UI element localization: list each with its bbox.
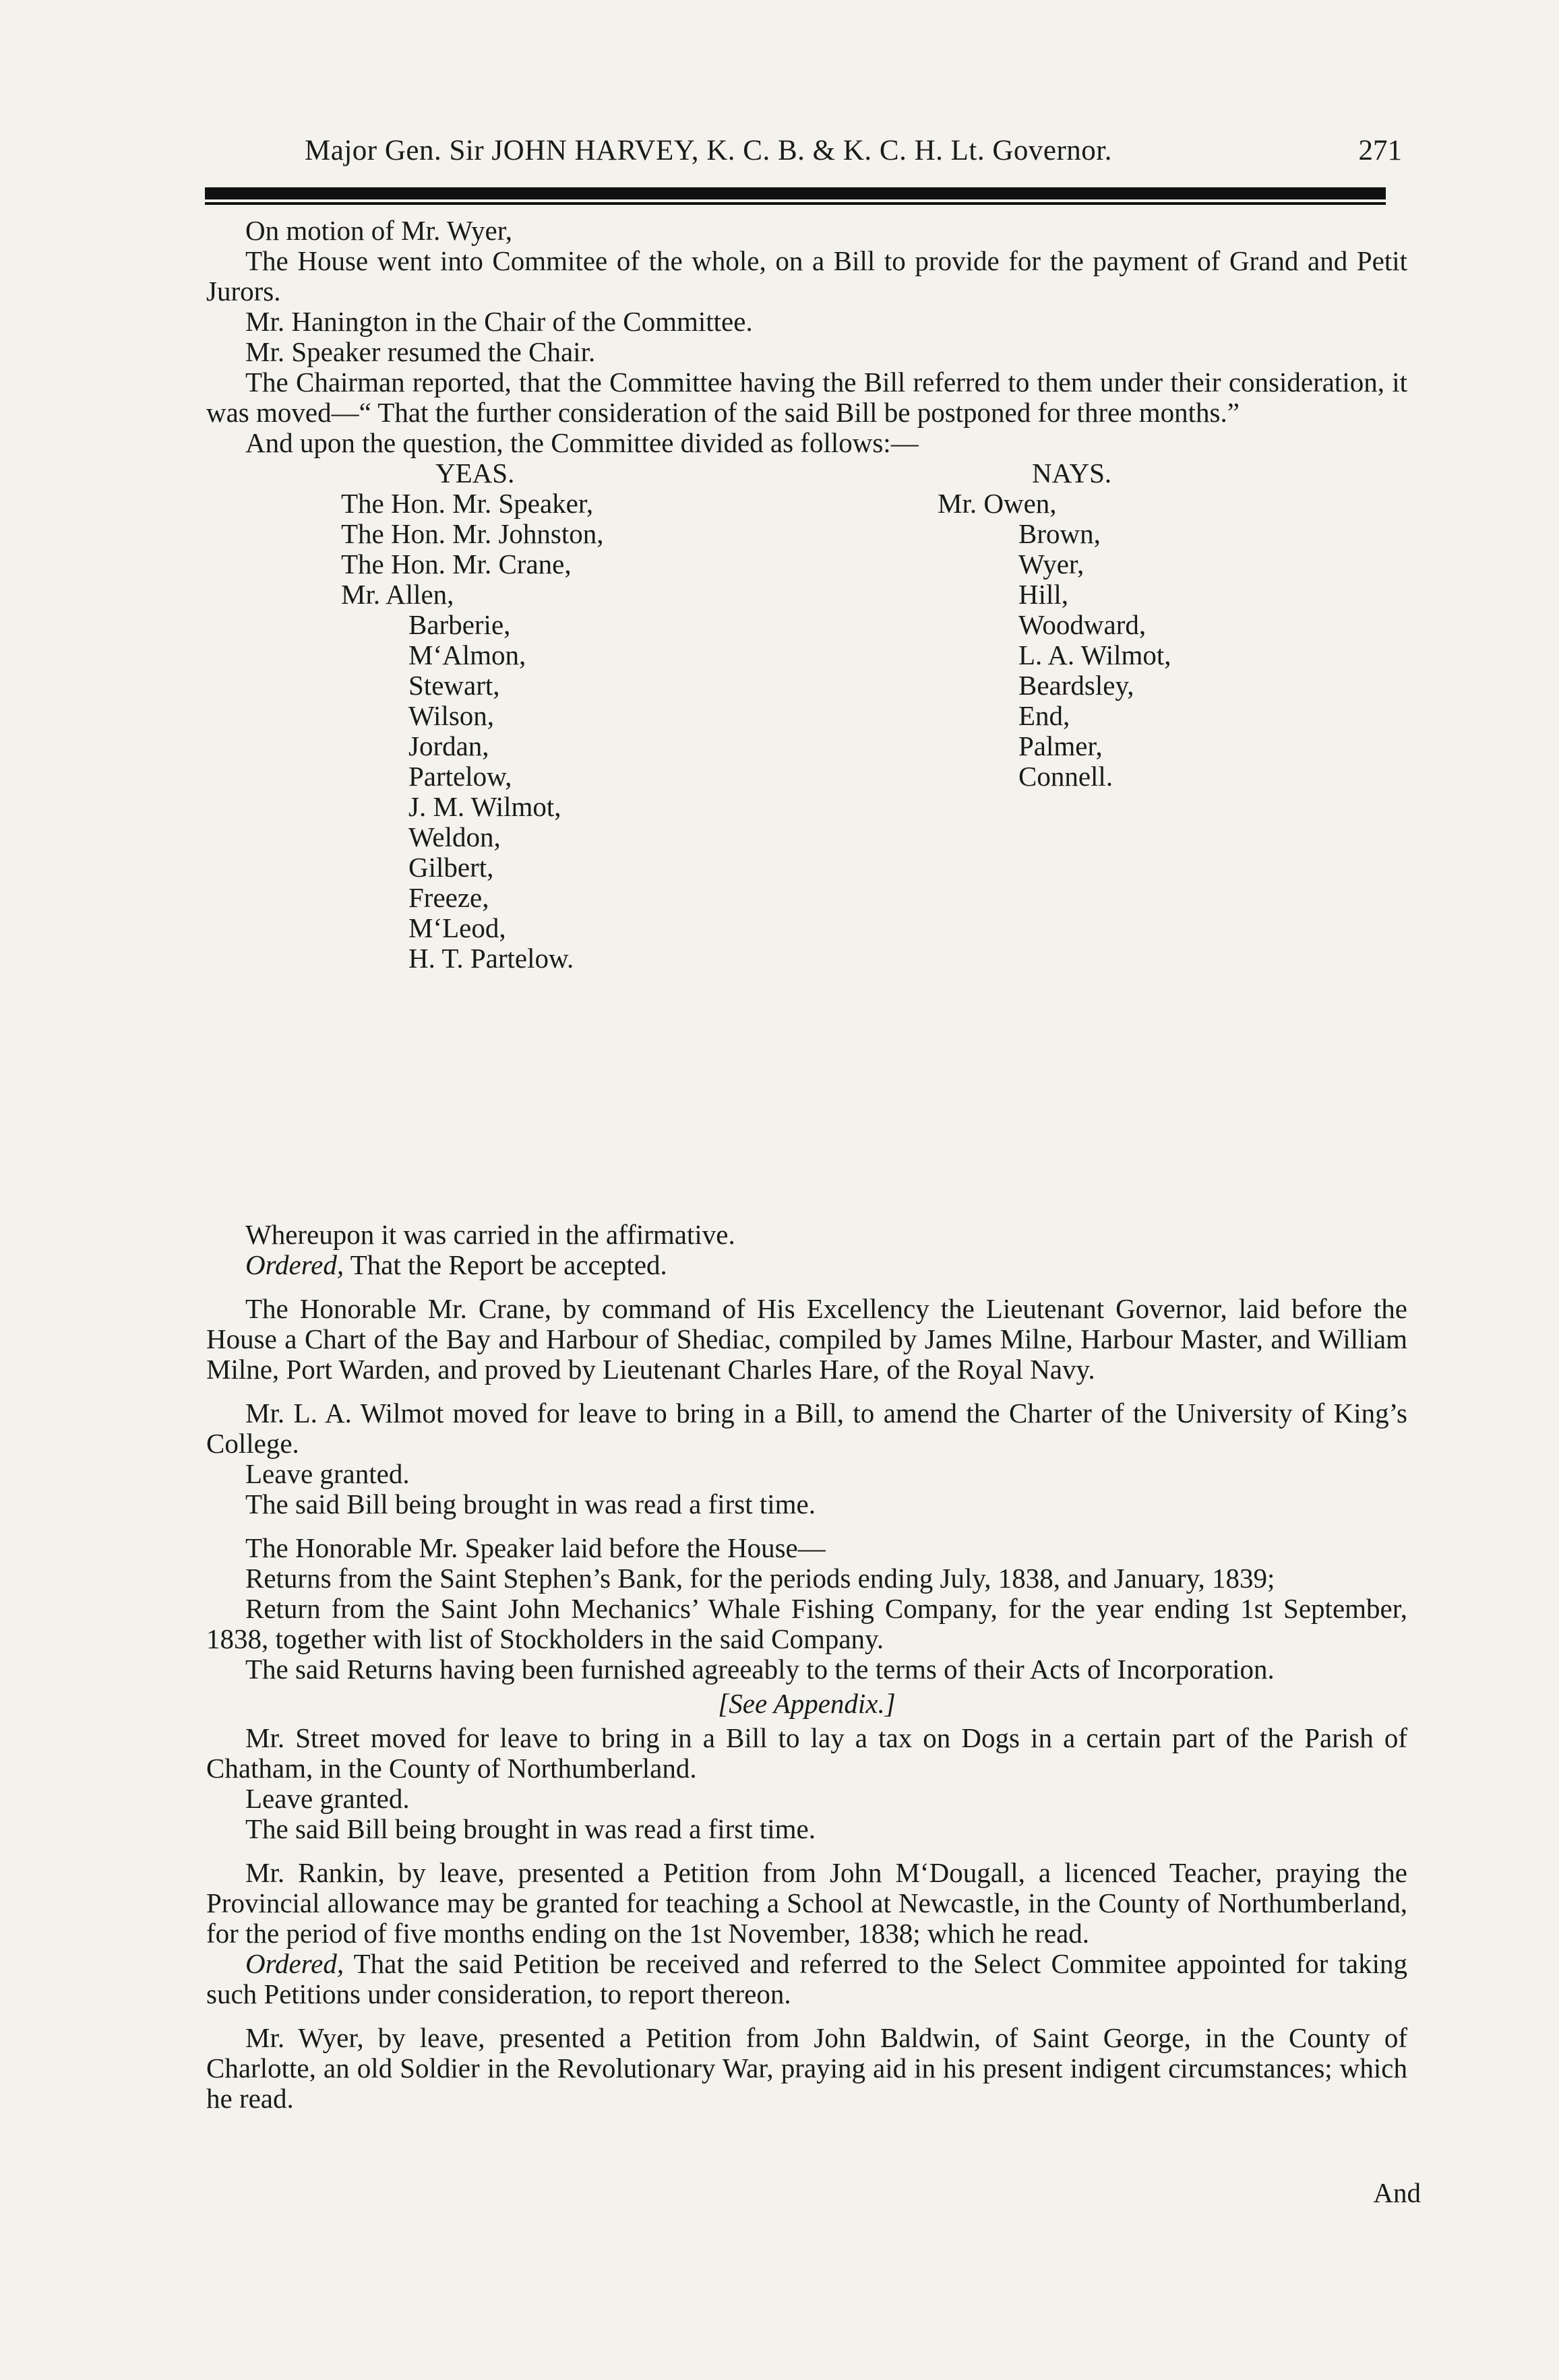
bank-returns: Returns from the Saint Stephen’s Bank, for the periods ending July, 1838, and January, 1839; <box>245 1563 1275 1594</box>
yea-member: Stewart, <box>408 670 500 701</box>
yea-member: Wilson, <box>408 700 495 731</box>
speaker-returns-intro: The Honorable Mr. Speaker laid before the House— <box>245 1532 826 1563</box>
speaker-resumed-line: Mr. Speaker resumed the Chair. <box>245 336 596 367</box>
nays-column <box>938 458 1171 792</box>
result-line: Whereupon it was carried in the affirmative. <box>245 1219 735 1250</box>
yea-member: The Hon. Mr. Speaker, <box>341 488 594 519</box>
yea-member: M‘Leod, <box>408 912 506 943</box>
division-list <box>206 458 1407 1220</box>
motion-line: On motion of Mr. Wyer, <box>245 215 512 246</box>
nay-member: L. A. Wilmot, <box>1018 639 1171 670</box>
yea-member: The Hon. Mr. Crane, <box>341 549 572 580</box>
nay-member: Palmer, <box>1018 730 1103 761</box>
yea-member: Barberie, <box>408 609 511 640</box>
ordered-word: Ordered, <box>245 1249 344 1280</box>
rankin-petition: Mr. Rankin, by leave, presented a Petition from John M‘Dougall, a licenced Teacher, praying the Provincial allowance may be granted for teaching a School at Newcastle, in the County of Northumberland, for the period of five months ending on the 1st November, 1838; which he read. <box>206 1857 1407 1949</box>
ordered-text: That the Report be accepted. <box>344 1249 667 1280</box>
yea-member: Partelow, <box>408 761 512 792</box>
wilmot-read-line: The said Bill being brought in was read a first time. <box>245 1489 816 1520</box>
nay-member: Mr. Owen, <box>938 488 1057 519</box>
appendix-reference: [See Appendix.] <box>718 1688 896 1719</box>
nays-heading: NAYS. <box>1032 458 1112 489</box>
division-intro: And upon the question, the Committee divided as follows:— <box>245 427 919 458</box>
yea-member: Weldon, <box>408 821 501 852</box>
yeas-heading: YEAS. <box>435 458 515 489</box>
wilmot-bill-motion: Mr. L. A. Wilmot moved for leave to bring in a Bill, to amend the Charter of the University of King’s College. <box>206 1398 1407 1459</box>
wilmot-leave-line: Leave granted. <box>245 1458 410 1489</box>
returns-furnished: The said Returns having been furnished agreeably to the terms of their Acts of Incorporation. <box>245 1654 1275 1685</box>
yea-member: Mr. Allen, <box>341 579 454 610</box>
nay-member: Connell. <box>1018 761 1113 792</box>
journal-body <box>206 216 1407 2114</box>
header-title: Major Gen. Sir JOHN HARVEY, K. C. B. & K. C. H. Lt. Governor. <box>305 135 1112 166</box>
nay-member: Beardsley, <box>1018 670 1134 701</box>
committee-paragraph: The House went into Commitee of the whole, on a Bill to provide for the payment of Grand and Petit Jurors. <box>206 245 1407 307</box>
yea-member: H. T. Partelow. <box>408 943 574 974</box>
street-bill-motion: Mr. Street moved for leave to bring in a Bill to lay a tax on Dogs in a certain part of the Parish of Chatham, in the County of Northumberland. <box>206 1722 1407 1784</box>
header-rule-thin <box>205 202 1386 205</box>
chairman-report-paragraph: The Chairman reported, that the Committee having the Bill referred to them under their consideration, it was moved—“ That the further consideration of the said Bill be postponed for three months.” <box>206 367 1407 428</box>
catchword: And <box>1373 2177 1421 2208</box>
yea-member: J. M. Wilmot, <box>408 791 561 822</box>
header-rule-thick <box>205 187 1386 199</box>
ordered-text: That the said Petition be received and referred to the Select Commitee appointed for taking such Petitions under consideration, to report thereon. <box>206 1948 1407 2009</box>
nay-member: End, <box>1018 700 1070 731</box>
nay-member: Hill, <box>1018 579 1069 610</box>
yea-member: Gilbert, <box>408 852 494 883</box>
yea-member: Freeze, <box>408 882 489 913</box>
whale-fishing-return: Return from the Saint John Mechanics’ Whale Fishing Company, for the year ending 1st September, 1838, together with list of Stockholders in the said Company. <box>206 1593 1407 1654</box>
yea-member: Jordan, <box>408 730 489 761</box>
rankin-ordered <box>206 1949 1407 2009</box>
yeas-column <box>341 458 604 974</box>
page-number: 271 <box>1358 135 1402 166</box>
yea-member: The Hon. Mr. Johnston, <box>341 518 604 549</box>
street-leave-line: Leave granted. <box>245 1783 410 1814</box>
street-read-line: The said Bill being brought in was read a first time. <box>245 1813 816 1844</box>
nay-member: Woodward, <box>1018 609 1147 640</box>
yea-member: M‘Almon, <box>408 639 526 670</box>
chair-line: Mr. Hanington in the Chair of the Committee. <box>245 306 753 337</box>
nay-member: Brown, <box>1018 518 1101 549</box>
ordered-report-line <box>206 1250 1407 1280</box>
wyer-petition: Mr. Wyer, by leave, presented a Petition from John Baldwin, of Saint George, in the County of Charlotte, an old Soldier in the Revolutionary War, praying aid in his present indigent circumstances; which he read. <box>206 2022 1407 2114</box>
nay-member: Wyer, <box>1018 549 1084 580</box>
crane-chart-paragraph: The Honorable Mr. Crane, by command of His Excellency the Lieutenant Governor, laid before the House a Chart of the Bay and Harbour of Shediac, compiled by James Milne, Harbour Master, and William Milne, Port Warden, and proved by Lieutenant Charles Hare, of the Royal Navy. <box>206 1293 1407 1385</box>
ordered-word: Ordered, <box>245 1948 344 1979</box>
